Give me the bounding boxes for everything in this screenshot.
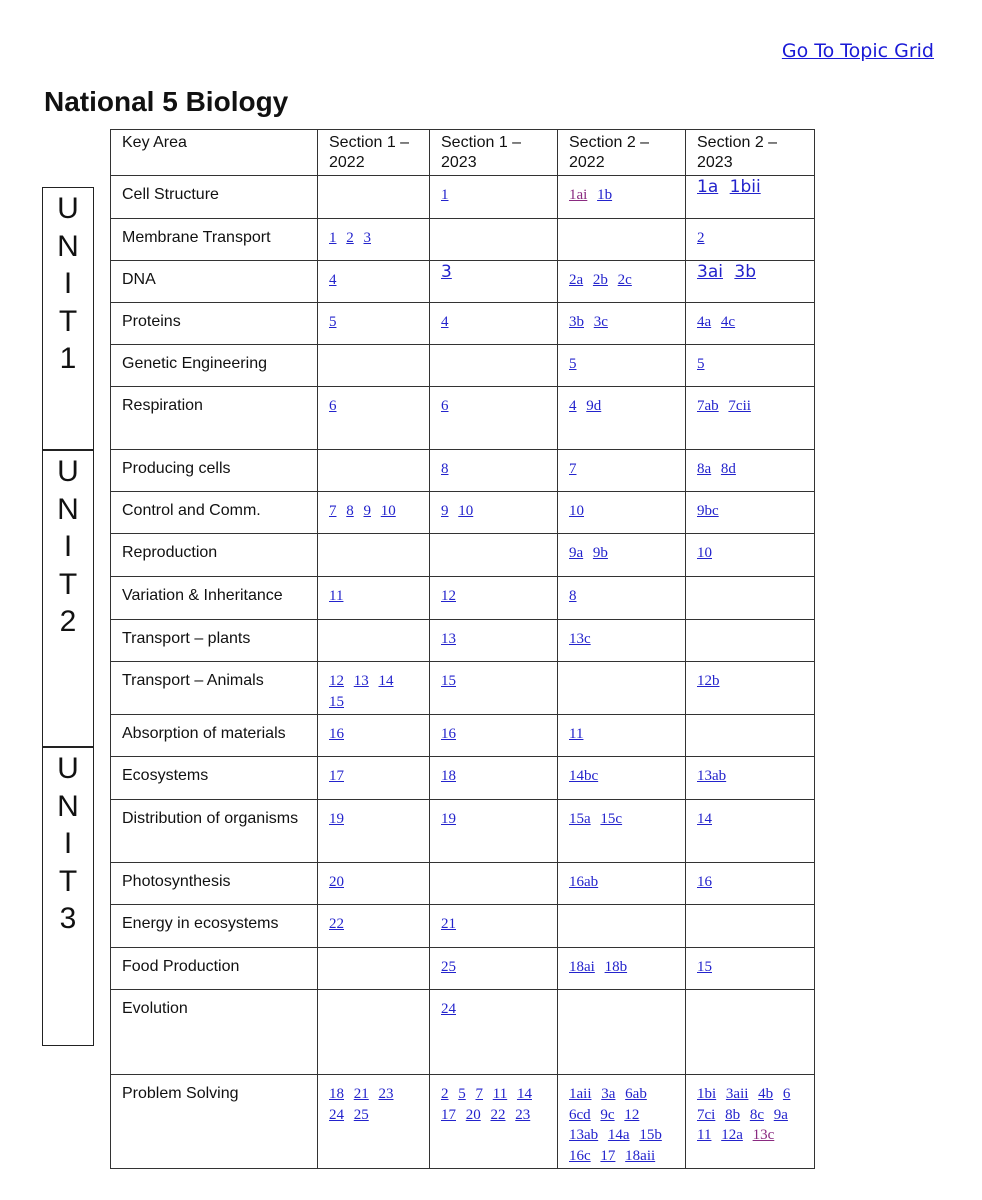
question-link[interactable]: 3: [363, 230, 371, 246]
table-row: [111, 948, 815, 990]
question-link[interactable]: 18: [441, 768, 456, 784]
table-row: [111, 387, 815, 450]
question-link[interactable]: 9b: [592, 545, 608, 561]
key-area-cell: Transport – Animals: [111, 662, 318, 715]
section1-2022-cell: [318, 662, 430, 715]
section2-2022-cell: [558, 219, 686, 261]
question-link[interactable]: 16ab: [569, 874, 599, 890]
key-area-cell: Distribution of organisms: [111, 800, 318, 863]
question-link[interactable]: 20: [465, 1106, 481, 1123]
section2-2022-cell: [558, 948, 686, 990]
section1-2022-cell: [318, 387, 430, 450]
question-link[interactable]: 12: [441, 588, 456, 604]
key-area-cell: Energy in ecosystems: [111, 905, 318, 948]
section1-2023-cell: [430, 662, 558, 715]
question-link[interactable]: 10: [569, 503, 584, 519]
section2-2023-cell: [686, 905, 815, 948]
question-link[interactable]: 10: [697, 545, 712, 561]
question-link[interactable]: 19: [441, 811, 456, 827]
question-link[interactable]: 9: [363, 503, 371, 519]
section2-2023-cell: [686, 863, 815, 905]
key-area-cell: Cell Structure: [111, 176, 318, 219]
section1-2022-cell: [318, 219, 430, 261]
section2-2023-cell: [686, 715, 815, 757]
question-link[interactable]: 3b: [734, 262, 756, 282]
section2-2023-cell: [686, 219, 815, 261]
question-link[interactable]: 6ab: [625, 1086, 647, 1102]
unit-letter: T: [58, 864, 78, 898]
question-link[interactable]: 11: [569, 726, 584, 742]
key-area-cell: Reproduction: [111, 534, 318, 577]
question-link[interactable]: 24: [441, 1001, 456, 1017]
table-row: [111, 261, 815, 303]
section1-2022-cell: [318, 620, 430, 662]
key-area-cell: Variation & Inheritance: [111, 577, 318, 620]
table-row: [111, 303, 815, 345]
section2-2022-cell: [558, 577, 686, 620]
question-link[interactable]: 3aii: [725, 1086, 749, 1102]
unit-letter: I: [63, 530, 73, 563]
unit-letter: U: [57, 192, 79, 225]
question-link[interactable]: 4: [441, 314, 449, 330]
question-link[interactable]: 1ai: [569, 187, 588, 203]
unit-letter: N: [57, 789, 79, 823]
table-row: [111, 800, 815, 863]
section1-2023-cell: [430, 219, 558, 261]
question-link[interactable]: 5: [458, 1086, 466, 1102]
section1-2022-cell: [318, 715, 430, 757]
question-link[interactable]: 15b: [639, 1127, 662, 1143]
question-link[interactable]: 25: [441, 959, 456, 975]
question-link[interactable]: 2: [697, 230, 705, 246]
question-link[interactable]: 5: [569, 356, 577, 372]
question-link[interactable]: 1a: [697, 177, 719, 197]
table-row: [111, 1075, 815, 1169]
question-link[interactable]: 4: [569, 398, 577, 414]
question-link[interactable]: 2a: [569, 272, 584, 288]
table-row: [111, 715, 815, 757]
table-row: [111, 620, 815, 662]
unit-3-label: [42, 747, 94, 1046]
question-link[interactable]: 11: [697, 1127, 712, 1143]
section1-2023-cell: [430, 757, 558, 800]
section1-2023-cell: [430, 345, 558, 387]
section1-2023-cell: [430, 176, 558, 219]
question-link[interactable]: 22: [329, 916, 344, 932]
question-link[interactable]: 15: [329, 693, 344, 710]
question-link[interactable]: 3a: [601, 1086, 616, 1102]
table-row: [111, 492, 815, 534]
question-link[interactable]: 15: [441, 673, 456, 689]
section2-2022-cell: [558, 620, 686, 662]
unit-letter: I: [63, 267, 73, 300]
question-link[interactable]: 23: [378, 1086, 394, 1102]
section1-2023-cell: [430, 261, 558, 303]
section1-2023-cell: [430, 492, 558, 534]
unit-letter: N: [57, 492, 79, 526]
section1-2023-cell: [430, 948, 558, 990]
table-row: [111, 176, 815, 219]
section2-2022-cell: [558, 345, 686, 387]
section1-2022-cell: [318, 450, 430, 492]
question-link[interactable]: 7ci: [697, 1106, 716, 1123]
question-link[interactable]: 1aii: [569, 1086, 592, 1102]
question-link[interactable]: 4c: [720, 314, 736, 330]
table-row: [111, 990, 815, 1075]
question-link[interactable]: 3c: [593, 314, 608, 330]
question-link[interactable]: 9: [441, 503, 449, 519]
section2-2022-cell: [558, 757, 686, 800]
unit-letter: 3: [59, 902, 77, 935]
section1-2022-cell: [318, 905, 430, 948]
key-area-cell: Proteins: [111, 303, 318, 345]
question-link[interactable]: 15c: [600, 811, 623, 827]
question-link[interactable]: 3: [441, 262, 452, 282]
question-link[interactable]: 15: [697, 959, 712, 975]
key-area-cell: Evolution: [111, 990, 318, 1075]
question-link[interactable]: 13ab: [697, 768, 727, 784]
table-row: [111, 905, 815, 948]
section1-2023-cell: [430, 1075, 558, 1169]
table-row: [111, 662, 815, 715]
table-row: [111, 757, 815, 800]
section1-2022-cell: [318, 176, 430, 219]
section1-2023-cell: [430, 534, 558, 577]
question-link[interactable]: 21: [441, 916, 456, 932]
question-link[interactable]: 9d: [586, 398, 602, 414]
key-area-cell: Control and Comm.: [111, 492, 318, 534]
table-row: [111, 219, 815, 261]
table-row: [111, 345, 815, 387]
section1-2022-cell: [318, 303, 430, 345]
key-area-cell: Problem Solving: [111, 1075, 318, 1169]
section2-2022-cell: [558, 800, 686, 863]
question-link[interactable]: 8b: [725, 1106, 741, 1123]
section2-2022-cell: [558, 715, 686, 757]
section1-2023-cell: [430, 450, 558, 492]
question-link[interactable]: 14: [697, 811, 712, 827]
section2-2023-cell: [686, 534, 815, 577]
question-link[interactable]: 6: [329, 398, 337, 414]
section2-2022-cell: [558, 534, 686, 577]
section2-2022-cell: [558, 450, 686, 492]
section1-2023-cell: [430, 577, 558, 620]
table-row: [111, 863, 815, 905]
section1-2022-cell: [318, 757, 430, 800]
question-link[interactable]: 7: [475, 1086, 483, 1102]
section2-2022-cell: [558, 176, 686, 219]
section1-2023-cell: [430, 800, 558, 863]
table-row: [111, 450, 815, 492]
question-link[interactable]: 9a: [569, 545, 584, 561]
unit-1-label: [42, 187, 94, 450]
past-paper-grid-table: [110, 129, 815, 1169]
question-link[interactable]: 13c: [569, 631, 591, 647]
section1-2023-cell: [430, 905, 558, 948]
unit-2-label: [42, 450, 94, 747]
section2-2022-cell: [558, 387, 686, 450]
section2-2022-cell: [558, 1075, 686, 1169]
question-link[interactable]: 1bi: [697, 1086, 717, 1102]
question-link[interactable]: 20: [329, 874, 344, 890]
header-section2-2022: Section 2 – 2022: [558, 130, 686, 176]
section2-2023-cell: [686, 662, 815, 715]
question-link[interactable]: 2b: [592, 272, 608, 288]
key-area-cell: Genetic Engineering: [111, 345, 318, 387]
unit-letter: I: [63, 827, 73, 860]
section2-2022-cell: [558, 662, 686, 715]
question-link[interactable]: 10: [458, 503, 474, 519]
question-link[interactable]: 5: [329, 314, 337, 330]
page-title: National 5 Biology: [44, 86, 289, 117]
key-area-cell: Ecosystems: [111, 757, 318, 800]
question-link[interactable]: 3ai: [697, 262, 723, 282]
key-area-cell: Transport – plants: [111, 620, 318, 662]
table-header-row: [111, 130, 815, 176]
unit-letter: N: [57, 229, 79, 263]
section1-2022-cell: [318, 800, 430, 863]
question-link[interactable]: 17: [600, 1147, 616, 1164]
question-link[interactable]: 1: [329, 230, 337, 246]
section1-2023-cell: [430, 863, 558, 905]
question-link[interactable]: 12: [624, 1106, 640, 1123]
unit-letter: T: [58, 304, 78, 338]
question-link[interactable]: 7cii: [728, 398, 751, 414]
question-link[interactable]: 8: [346, 503, 354, 519]
question-link[interactable]: 15a: [569, 811, 591, 827]
question-link[interactable]: 1: [441, 187, 449, 203]
go-to-topic-grid-link[interactable]: Go To Topic Grid: [781, 40, 934, 62]
question-link[interactable]: 17: [329, 768, 344, 784]
question-link[interactable]: 12: [329, 673, 344, 689]
question-link[interactable]: 11: [329, 588, 344, 604]
question-link[interactable]: 24: [329, 1106, 344, 1123]
question-link[interactable]: 14a: [607, 1127, 630, 1143]
key-area-cell: Producing cells: [111, 450, 318, 492]
question-link[interactable]: 5: [697, 356, 705, 372]
question-link[interactable]: 16: [697, 874, 712, 890]
question-link[interactable]: 9c: [600, 1106, 615, 1123]
question-link[interactable]: 18ai: [569, 959, 595, 975]
section2-2022-cell: [558, 990, 686, 1075]
question-link[interactable]: 4b: [758, 1086, 774, 1102]
section2-2023-cell: [686, 990, 815, 1075]
section1-2022-cell: [318, 534, 430, 577]
question-link[interactable]: 8a: [697, 461, 712, 477]
section2-2023-cell: [686, 757, 815, 800]
question-link[interactable]: 12b: [697, 673, 720, 689]
section2-2023-cell: [686, 1075, 815, 1169]
section1-2022-cell: [318, 492, 430, 534]
section1-2023-cell: [430, 620, 558, 662]
section1-2023-cell: [430, 990, 558, 1075]
unit-letter: U: [57, 455, 79, 488]
question-link[interactable]: 19: [329, 811, 344, 827]
key-area-cell: Membrane Transport: [111, 219, 318, 261]
section2-2023-cell: [686, 303, 815, 345]
question-link[interactable]: 1b: [597, 187, 613, 203]
question-link[interactable]: 22: [490, 1106, 506, 1123]
question-link[interactable]: 13: [353, 673, 369, 689]
question-link[interactable]: 2c: [617, 272, 632, 288]
question-link[interactable]: 14bc: [569, 768, 599, 784]
section1-2022-cell: [318, 948, 430, 990]
section1-2022-cell: [318, 990, 430, 1075]
question-link[interactable]: 16c: [569, 1147, 591, 1164]
header-section1-2023: Section 1 – 2023: [430, 130, 558, 176]
section2-2023-cell: [686, 620, 815, 662]
section1-2022-cell: [318, 577, 430, 620]
unit-letter: U: [57, 752, 79, 785]
question-link[interactable]: 14: [378, 673, 394, 689]
table-row: [111, 534, 815, 577]
question-link[interactable]: 18b: [604, 959, 628, 975]
question-link[interactable]: 3b: [569, 314, 584, 330]
unit-letter: 1: [59, 342, 77, 375]
section2-2023-cell: [686, 345, 815, 387]
header-section1-2022: Section 1 – 2022: [318, 130, 430, 176]
section2-2022-cell: [558, 863, 686, 905]
question-link[interactable]: 21: [353, 1086, 369, 1102]
question-link[interactable]: 6: [441, 398, 449, 414]
question-link[interactable]: 14: [516, 1086, 532, 1102]
section1-2023-cell: [430, 387, 558, 450]
question-link[interactable]: 12a: [721, 1127, 743, 1143]
question-link[interactable]: 23: [515, 1106, 531, 1123]
key-area-cell: Respiration: [111, 387, 318, 450]
question-link[interactable]: 7: [569, 461, 577, 477]
question-link[interactable]: 25: [353, 1106, 369, 1123]
section2-2023-cell: [686, 577, 815, 620]
question-link[interactable]: 2: [346, 230, 354, 246]
unit-letter: 2: [59, 605, 77, 638]
section1-2023-cell: [430, 715, 558, 757]
question-link[interactable]: 8: [569, 588, 577, 604]
key-area-cell: Food Production: [111, 948, 318, 990]
question-link[interactable]: 8d: [720, 461, 736, 477]
table-row: [111, 577, 815, 620]
section2-2023-cell: [686, 492, 815, 534]
section1-2022-cell: [318, 261, 430, 303]
section1-2022-cell: [318, 345, 430, 387]
key-area-cell: Photosynthesis: [111, 863, 318, 905]
question-link[interactable]: 7: [329, 503, 337, 519]
section2-2023-cell: [686, 176, 815, 219]
question-link[interactable]: 13ab: [569, 1127, 599, 1143]
header-section2-2023: Section 2 – 2023: [686, 130, 815, 176]
section2-2023-cell: [686, 261, 815, 303]
question-link[interactable]: 7ab: [697, 398, 719, 414]
question-link[interactable]: 13c: [752, 1127, 775, 1143]
question-link[interactable]: 4a: [697, 314, 712, 330]
question-link[interactable]: 6cd: [569, 1106, 591, 1123]
question-link[interactable]: 18: [329, 1086, 344, 1102]
question-link[interactable]: 6: [782, 1086, 791, 1102]
section1-2022-cell: [318, 1075, 430, 1169]
section2-2022-cell: [558, 492, 686, 534]
question-link[interactable]: 8: [441, 461, 449, 477]
section1-2022-cell: [318, 863, 430, 905]
question-link[interactable]: 18aii: [625, 1147, 656, 1164]
question-link[interactable]: 4: [329, 272, 337, 288]
question-link[interactable]: 9bc: [697, 503, 719, 519]
section2-2023-cell: [686, 948, 815, 990]
question-link[interactable]: 17: [441, 1106, 456, 1123]
key-area-cell: DNA: [111, 261, 318, 303]
section2-2023-cell: [686, 387, 815, 450]
question-link[interactable]: 11: [492, 1086, 508, 1102]
question-link[interactable]: 13: [441, 631, 456, 647]
unit-letter: T: [58, 567, 78, 601]
question-link[interactable]: 8c: [749, 1106, 764, 1123]
section2-2023-cell: [686, 450, 815, 492]
question-link[interactable]: 16: [329, 726, 344, 742]
section1-2023-cell: [430, 303, 558, 345]
key-area-cell: Absorption of materials: [111, 715, 318, 757]
section2-2022-cell: [558, 303, 686, 345]
question-link[interactable]: 9a: [773, 1106, 788, 1123]
question-link[interactable]: 2: [441, 1086, 449, 1102]
section2-2022-cell: [558, 261, 686, 303]
section2-2023-cell: [686, 800, 815, 863]
header-key-area: Key Area: [111, 130, 318, 176]
question-link[interactable]: 10: [380, 503, 396, 519]
question-link[interactable]: 16: [441, 726, 456, 742]
question-link[interactable]: 1bii: [729, 177, 761, 197]
section2-2022-cell: [558, 905, 686, 948]
